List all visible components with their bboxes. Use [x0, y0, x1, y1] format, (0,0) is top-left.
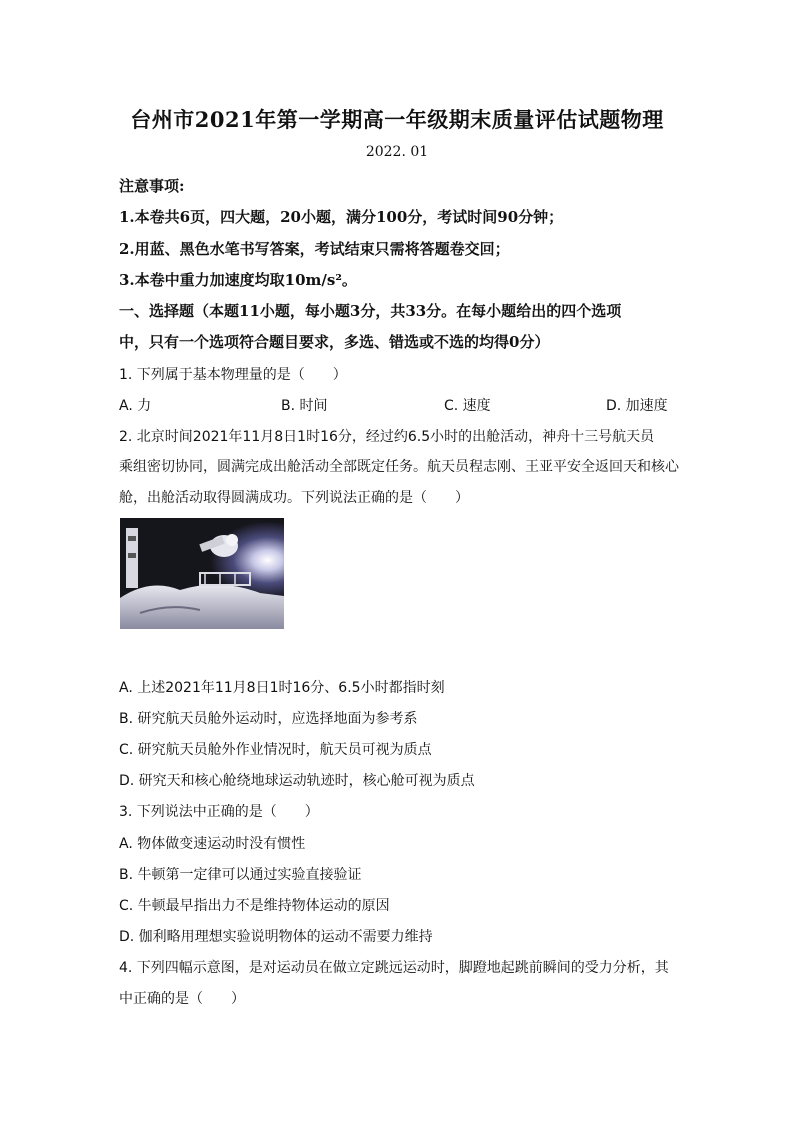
q4-stem-line-2: 中正确的是（ ）	[119, 991, 245, 1007]
q2-option-b: B. 研究航天员舱外运动时，应选择地面为参考系	[119, 711, 418, 727]
exam-date: 2022. 01	[365, 144, 429, 160]
q2-option-c: C. 研究航天员舱外作业情况时，航天员可视为质点	[119, 742, 432, 758]
q1-option-d: D. 加速度	[606, 398, 668, 414]
q3-option-d: D. 伽利略用理想实验说明物体的运动不需要力维持	[119, 929, 433, 945]
q4-stem-line-1: 4. 下列四幅示意图，是对运动员在做立定跳远运动时，脚蹬地起跳前瞬间的受力分析，其	[119, 960, 669, 976]
q3-stem: 3. 下列说法中正确的是（ ）	[119, 804, 319, 820]
section-heading-line-1: 一、选择题（本题11小题，每小题3分，共33分。在每小题给出的四个选项	[119, 302, 622, 320]
q1-option-c: C. 速度	[444, 398, 491, 414]
q1-stem: 1. 下列属于基本物理量的是（ ）	[119, 367, 347, 383]
q2-stem-line-1: 2. 北京时间2021年11月8日1时16分，经过约6.5小时的出舱活动，神舟十三号航天员	[119, 429, 655, 445]
q1-option-b: B. 时间	[281, 398, 328, 414]
q2-option-d: D. 研究天和核心舱绕地球运动轨迹时，核心舱可视为质点	[119, 773, 475, 789]
q2-stem-line-3: 舱，出舱活动取得圆满成功。下列说法正确的是（ ）	[119, 490, 469, 506]
note-item-3: 3.本卷中重力加速度均取10m/s²。	[119, 271, 357, 289]
q2-option-a: A. 上述2021年11月8日1时16分、6.5小时都指时刻	[119, 680, 445, 696]
q1-option-a: A. 力	[119, 398, 152, 414]
note-item-2: 2.用蓝、黑色水笔书写答案，考试结束只需将答题卷交回；	[119, 240, 510, 258]
q3-option-a: A. 物体做变速运动时没有惯性	[119, 836, 306, 852]
spacewalk-photo	[120, 518, 284, 629]
q2-stem-line-2: 乘组密切协同，圆满完成出舱活动全部既定任务。航天员程志刚、王亚平安全返回天和核心	[119, 459, 679, 475]
section-heading-line-2: 中，只有一个选项符合题目要求，多选、错选或不选的均得0分）	[119, 333, 550, 351]
q3-option-c: C. 牛顿最早指出力不是维持物体运动的原因	[119, 898, 390, 914]
notes-heading: 注意事项:	[119, 177, 185, 195]
q3-option-b: B. 牛顿第一定律可以通过实验直接验证	[119, 867, 362, 883]
note-item-1: 1.本卷共6页，四大题，20小题，满分100分，考试时间90分钟；	[119, 208, 564, 226]
page-title: 台州市2021年第一学期高一年级期末质量评估试题物理	[130, 107, 664, 132]
